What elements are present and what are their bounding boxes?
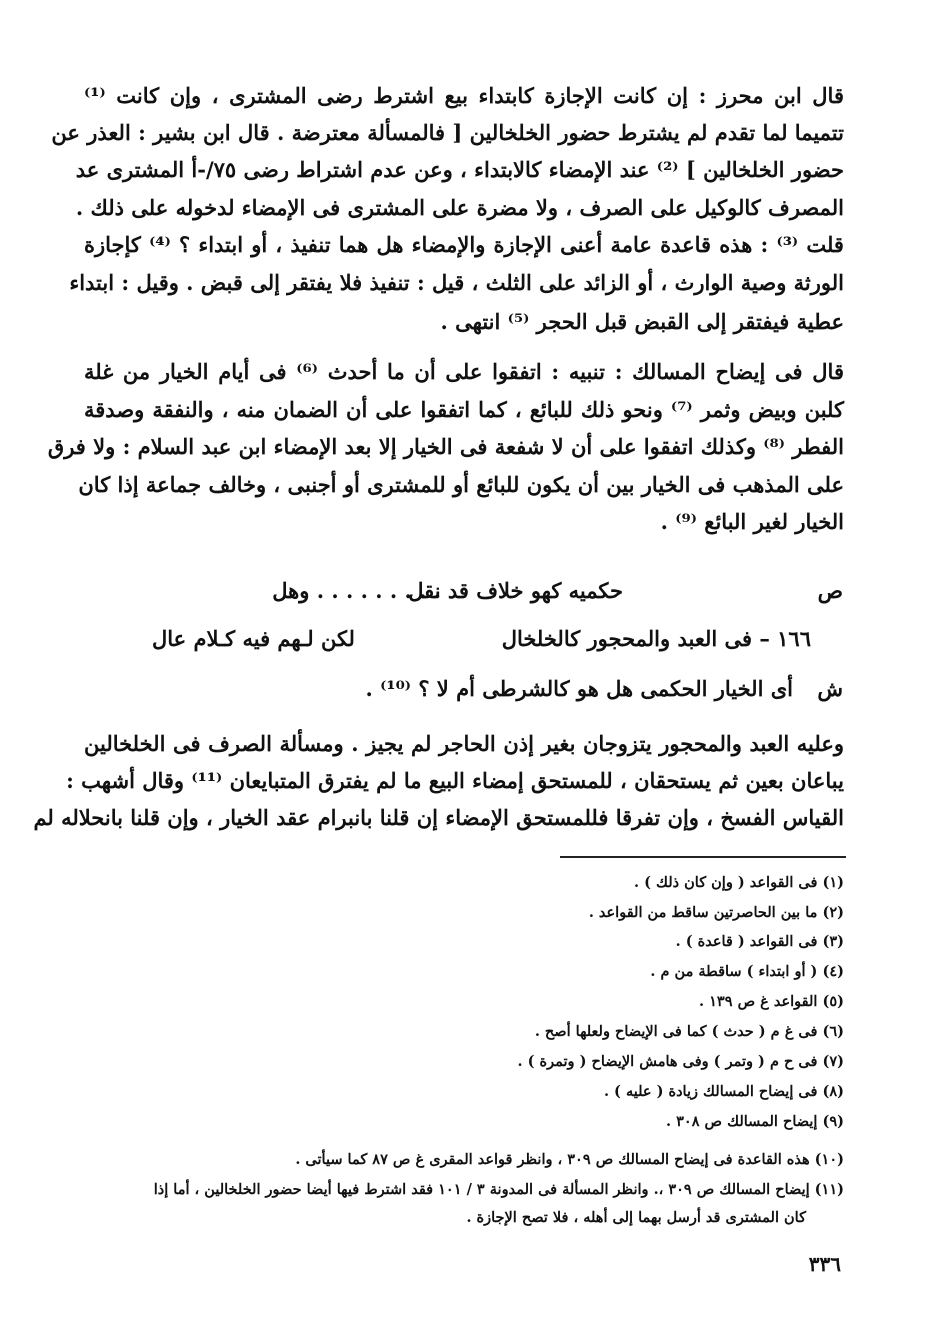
body-line: حضور الخلخالين ] ⁽²⁾ عند الإمضاء كالابتداء ، وعن عدم اشتراط رضى ٧٥/-أ المشترى عد — [75, 157, 844, 182]
footnote: (٥) القواعد غ ص ١٣٩ . — [699, 993, 844, 1010]
verse-hemistich-2b: لكن لـهم فيه كـلام عال — [152, 626, 355, 651]
footnote: (١١) إيضاح المسالك ص ٣٠٩ ،. وانظر المسألة فى المدونة ٣ / ١٠١ فقد اشترط فيها أيضا حضور الخلخالين ، أما إذا — [153, 1181, 844, 1198]
body-line: يباعان بعين ثم يستحقان ، للمستحق إمضاء البيع ما لم يفترق المتبايعان ⁽¹¹⁾ وقال أشهب : — [66, 768, 844, 793]
body-line: كلبن وبيض وثمر ⁽⁷⁾ ونحو ذلك للبائع ، كما اتفقوا على أن الضمان منه ، والنفقة وصدقة — [84, 397, 844, 422]
footnote: (٧) فى ح م ( وتمر ) وفى هامش الإيضاح ( وتمرة ) . — [517, 1053, 844, 1070]
body-line: على المذهب فى الخيار بين أن يكون للبائع أو للمشترى أو أجنبى ، وخالف جماعة إذا كان — [78, 472, 844, 497]
body-line: قال فى إيضاح المسالك : تنبيه : اتفقوا على أن ما أحدث ⁽⁶⁾ فى أيام الخيار من غلة — [84, 359, 844, 384]
footnote: (٢) ما بين الحاصرتين ساقط من القواعد . — [588, 904, 844, 921]
commentary-line: أى الخيار الحكمى هل هو كالشرطى أم لا ؟ ⁽¹⁰⁾ . — [365, 676, 793, 701]
footnote: (٤) ( أو ابتداء ) ساقطة من م . — [650, 963, 844, 980]
body-line: قال ابن محرز : إن كانت الإجازة كابتداء بيع اشترط رضى المشترى ، وإن كانت ⁽¹⁾ — [84, 83, 844, 108]
body-line: الفطر ⁽⁸⁾ وكذلك اتفقوا على أن لا شفعة فى الخيار إلا بعد الإمضاء ابن عبد السلام : ولا فرق — [47, 434, 844, 459]
body-line: عطية فيفتقر إلى القبض قبل الحجر ⁽⁵⁾ انتهى . — [440, 309, 844, 334]
commentary-marker-shin: ش — [817, 676, 843, 701]
body-line: المصرف كالوكيل على الصرف ، ولا مضرة على المشترى فى الإمضاء لدخوله على ذلك . — [75, 195, 844, 220]
verse-marker-sad: ص — [817, 578, 843, 603]
verse-hemistich-2a: ١٦٦ – فى العبد والمحجور كالخلخال — [501, 626, 811, 651]
body-line: القياس الفسخ ، وإن تفرقا فللمستحق الإمضاء إن قلنا بانبرام عقد الخيار ، وإن قلنا بانحلاله لم — [33, 805, 844, 830]
footnote-divider — [560, 856, 846, 858]
footnote: (١) فى القواعد ( وإن كان ذلك ) . — [633, 874, 844, 891]
footnote-continuation: كان المشترى قد أرسل بهما إلى أهله ، فلا تصح الإجازة . — [466, 1209, 806, 1226]
body-line: الورثة وصية الوارث ، أو الزائد على الثلث ، قيل : تنفيذ فلا يفتقر إلى قبض . وقيل : ابتداء — [69, 270, 844, 295]
footnote: (٩) إيضاح المسالك ص ٣٠٨ . — [666, 1113, 844, 1130]
body-line: وعليه العبد والمحجور يتزوجان بغير إذن الحاجر لم يجيز . ومسألة الصرف فى الخلخالين — [84, 731, 844, 756]
verse-hemistich-1b: . . . . . . . . . وهل — [272, 578, 441, 603]
footnote: (٣) فى القواعد ( قاعدة ) . — [675, 933, 844, 950]
footnote: (٨) فى إيضاح المسالك زيادة ( عليه ) . — [603, 1083, 844, 1100]
page-number: ٣٣٦ — [808, 1252, 841, 1276]
body-line: الخيار لغير البائع ⁽⁹⁾ . — [660, 509, 844, 534]
body-line: قلت ⁽³⁾ : هذه قاعدة عامة أعنى الإجازة والإمضاء هل هما تنفيذ ، أو ابتداء ؟ ⁽⁴⁾ كإجازة — [84, 232, 844, 257]
footnote: (٦) فى غ م ( حدث ) كما فى الإيضاح ولعلها أصح . — [534, 1023, 844, 1040]
body-line: تتميما لما تقدم لم يشترط حضور الخلخالين [ فالمسألة معترضة . قال ابن بشير : العذر عن — [51, 120, 844, 145]
verse-hemistich-1a: حكميه كهو خلاف قد نقل — [408, 578, 623, 603]
footnote: (١٠) هذه القاعدة فى إيضاح المسالك ص ٣٠٩ ، وانظر قواعد المقرى غ ص ٨٧ كما سيأتى . — [295, 1151, 844, 1168]
